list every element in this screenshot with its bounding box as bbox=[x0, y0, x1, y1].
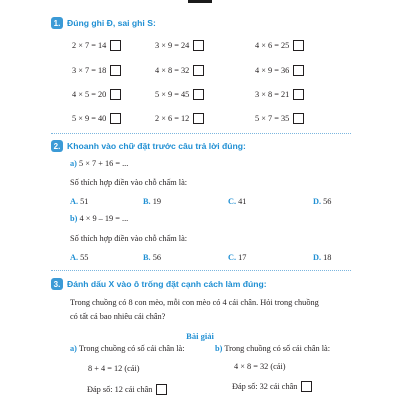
option-a[interactable] bbox=[70, 253, 88, 262]
option-c[interactable] bbox=[228, 253, 246, 262]
equation-item bbox=[72, 65, 121, 76]
page-edge-mark bbox=[188, 0, 212, 3]
answer-box[interactable] bbox=[193, 65, 204, 76]
equation-item bbox=[72, 89, 121, 100]
equation-text: 4 × 8 = 32 bbox=[155, 66, 190, 75]
option-value: 56 bbox=[323, 197, 332, 206]
statement-text: Trong chuồng có số cái chân là: bbox=[224, 344, 331, 353]
equation-item bbox=[255, 113, 304, 124]
equation-text: 3 × 7 = 18 bbox=[72, 66, 107, 75]
equation-item bbox=[155, 113, 204, 124]
option-letter: D. bbox=[313, 253, 322, 262]
equation-item bbox=[72, 40, 121, 51]
option-d[interactable] bbox=[313, 253, 331, 262]
option-value: 19 bbox=[152, 197, 161, 206]
solution-b-answer bbox=[232, 381, 312, 392]
question-label: b) bbox=[70, 214, 78, 223]
equation-item bbox=[155, 40, 204, 51]
equation-item bbox=[155, 65, 204, 76]
solution-title: Bài giải bbox=[186, 331, 214, 341]
section-number-badge: 2. bbox=[51, 140, 63, 152]
section-1-header bbox=[51, 16, 156, 30]
option-value: 56 bbox=[152, 253, 161, 262]
option-value: 18 bbox=[323, 253, 332, 262]
equation-text: 5 × 9 = 45 bbox=[155, 90, 190, 99]
option-letter: A. bbox=[70, 197, 79, 206]
answer-box[interactable] bbox=[193, 89, 204, 100]
option-letter: B. bbox=[143, 197, 151, 206]
option-value: 41 bbox=[238, 197, 247, 206]
answer-checkbox[interactable] bbox=[301, 381, 312, 392]
answer-box[interactable] bbox=[293, 40, 304, 51]
equation-text: 3 × 8 = 21 bbox=[255, 90, 290, 99]
answer-box[interactable] bbox=[293, 113, 304, 124]
equation-text: 4 × 9 = 36 bbox=[255, 66, 290, 75]
solution-a-answer bbox=[87, 384, 167, 395]
section-title: Đánh dấu X vào ô trống đặt cạnh cách làm đúng: bbox=[67, 279, 267, 289]
question-prompt: Số thích hợp điền vào chỗ chấm là: bbox=[70, 178, 188, 187]
solution-b-statement bbox=[215, 344, 330, 353]
statement-text: Trong chuồng có số cái chân là: bbox=[78, 344, 185, 353]
solution-b-calc: 4 × 8 = 32 (cái) bbox=[234, 362, 286, 371]
option-a[interactable] bbox=[70, 197, 88, 206]
section-3-header bbox=[51, 277, 267, 291]
problem-text-line: Trong chuồng có 8 con mèo, mỗi con mèo có 4 cái chân. Hỏi trong chuồng bbox=[70, 298, 319, 307]
option-b[interactable] bbox=[143, 253, 161, 262]
section-2-header bbox=[51, 139, 246, 153]
option-value: 51 bbox=[80, 197, 89, 206]
section-number-badge: 3. bbox=[51, 278, 63, 290]
option-d[interactable] bbox=[313, 197, 331, 206]
equation-text: 3 × 9 = 24 bbox=[155, 41, 190, 50]
equation-text: 4 × 5 = 20 bbox=[72, 90, 107, 99]
equation-item bbox=[72, 113, 121, 124]
answer-box[interactable] bbox=[110, 40, 121, 51]
answer-box[interactable] bbox=[293, 65, 304, 76]
answer-text: Đáp số: 32 cái chân bbox=[232, 382, 298, 391]
equation-text: 5 × 7 = 35 bbox=[255, 114, 290, 123]
question-label: a) bbox=[70, 159, 77, 168]
equation-text: 4 × 6 = 25 bbox=[255, 41, 290, 50]
equation-item bbox=[255, 65, 304, 76]
equation-text: 2 × 6 = 12 bbox=[155, 114, 190, 123]
answer-box[interactable] bbox=[293, 89, 304, 100]
option-value: 17 bbox=[238, 253, 247, 262]
option-b[interactable] bbox=[143, 197, 161, 206]
section-divider bbox=[51, 270, 351, 271]
answer-text: Đáp số: 12 cái chân bbox=[87, 385, 153, 394]
solution-label: b) bbox=[215, 344, 223, 353]
problem-text-line: có tất cả bao nhiêu cái chân? bbox=[70, 312, 166, 321]
section-title: Đúng ghi Đ, sai ghi S: bbox=[67, 18, 156, 28]
section-number-badge: 1. bbox=[51, 17, 63, 29]
answer-box[interactable] bbox=[110, 89, 121, 100]
solution-a-calc: 8 + 4 = 12 (cái) bbox=[88, 364, 140, 373]
option-letter: A. bbox=[70, 253, 79, 262]
solution-a-statement bbox=[70, 344, 185, 353]
question-expression: 5 × 7 + 16 = ... bbox=[79, 159, 129, 168]
option-letter: C. bbox=[228, 197, 237, 206]
section-divider bbox=[51, 133, 351, 134]
option-letter: D. bbox=[313, 197, 322, 206]
answer-box[interactable] bbox=[110, 113, 121, 124]
solution-label: a) bbox=[70, 344, 77, 353]
option-value: 55 bbox=[80, 253, 89, 262]
question-a bbox=[70, 159, 128, 168]
question-b bbox=[70, 214, 128, 223]
answer-box[interactable] bbox=[193, 40, 204, 51]
section-title: Khoanh vào chữ đặt trước câu trả lời đúng: bbox=[67, 141, 246, 151]
equation-item bbox=[155, 89, 204, 100]
equation-text: 2 × 7 = 14 bbox=[72, 41, 107, 50]
equation-text: 5 × 9 = 40 bbox=[72, 114, 107, 123]
option-letter: C. bbox=[228, 253, 237, 262]
option-letter: B. bbox=[143, 253, 151, 262]
question-prompt: Số thích hợp điền vào chỗ chấm là: bbox=[70, 234, 188, 243]
answer-box[interactable] bbox=[110, 65, 121, 76]
question-expression: 4 × 9 – 19 = ... bbox=[79, 214, 129, 223]
answer-box[interactable] bbox=[193, 113, 204, 124]
equation-item bbox=[255, 40, 304, 51]
option-c[interactable] bbox=[228, 197, 246, 206]
answer-checkbox[interactable] bbox=[156, 384, 167, 395]
equation-item bbox=[255, 89, 304, 100]
